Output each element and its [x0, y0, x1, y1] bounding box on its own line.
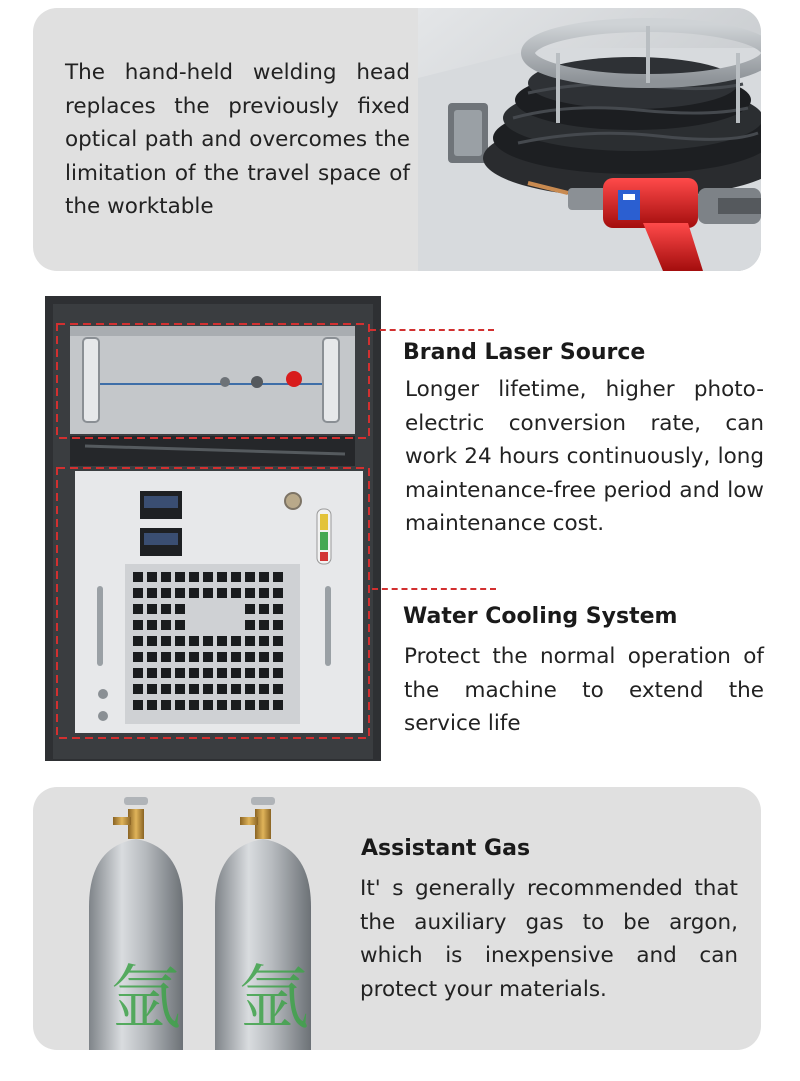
laser-source-leader-line [370, 329, 494, 331]
right-cylinder-label: 氩 [239, 957, 309, 1039]
assistant-gas-title: Assistant Gas [361, 836, 531, 861]
laser-source-description: Longer lifetime, higher photo-electric conversion rate, can work 24 hours continuously, long maintenance-free period and low maintenance cost. [405, 377, 764, 536]
assistant-gas-description: It' s generally recommended that the auxiliary gas to be argon, which is inexpensive and can protect your materials. [360, 876, 738, 1002]
water-cooling-description: Protect the normal operation of the machine to extend the service life [404, 644, 764, 736]
water-cooling-title: Water Cooling System [403, 604, 678, 629]
water-cooling-leader-line [372, 588, 496, 590]
laser-cabinet-photo [45, 296, 381, 761]
welding-head-photo [418, 8, 761, 271]
gas-cylinders-photo [83, 787, 373, 1050]
welding-head-card [33, 8, 761, 271]
laser-source-title: Brand Laser Source [403, 340, 646, 365]
left-cylinder-label: 氩 [111, 957, 181, 1039]
assistant-gas-card [33, 787, 761, 1050]
welding-head-description: The hand-held welding head replaces the previously fixed optical path and overcomes the limitation of the travel space of the worktable [65, 60, 410, 219]
